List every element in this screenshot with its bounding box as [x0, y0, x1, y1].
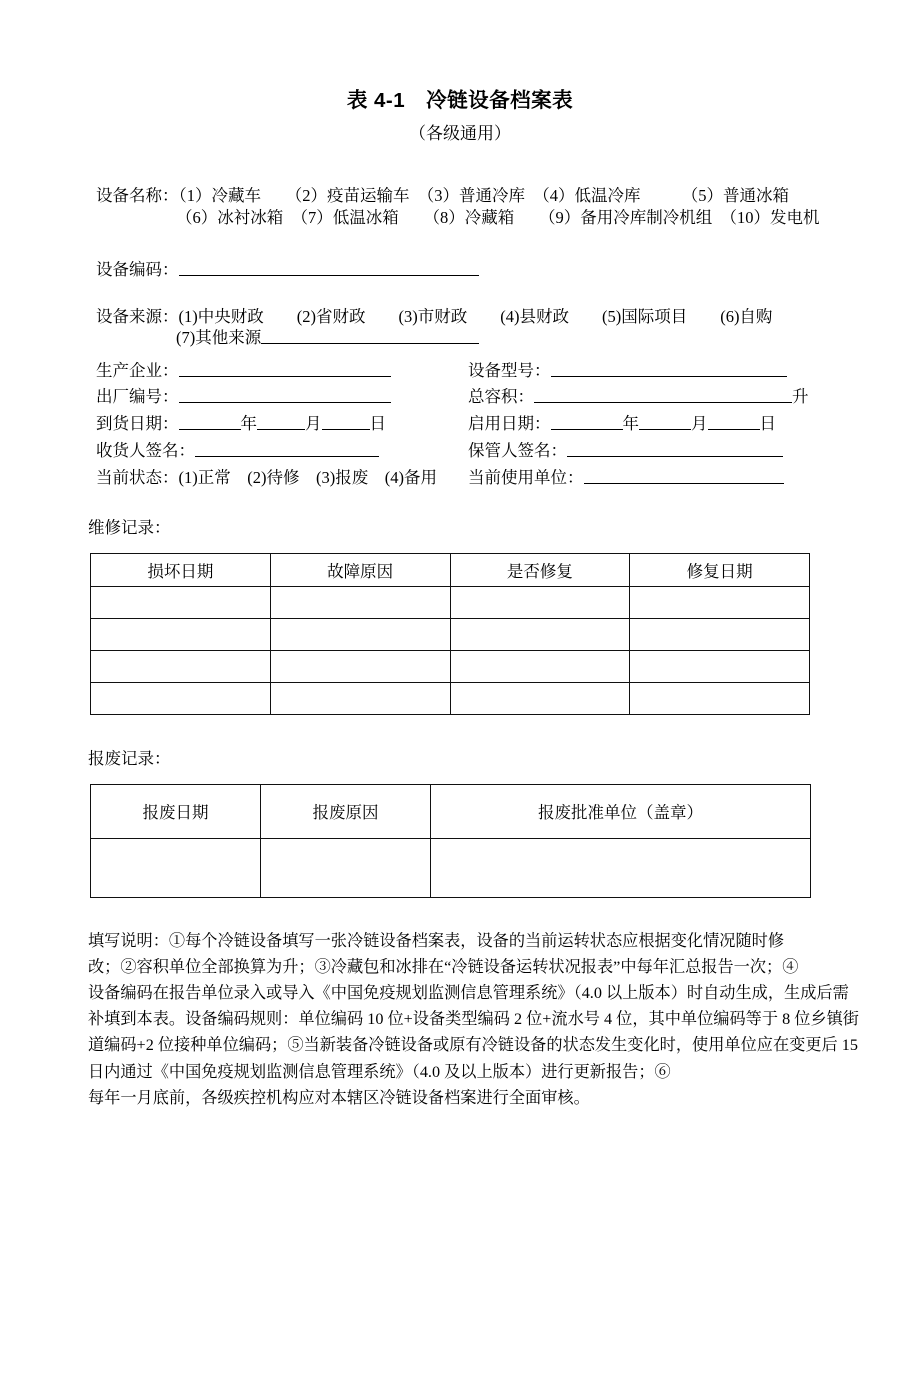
maintenance-cell[interactable]	[91, 618, 271, 650]
scrap-col-approver: 报废批准单位（盖章）	[431, 784, 811, 838]
factory-no-input[interactable]	[179, 387, 391, 403]
maintenance-cell[interactable]	[270, 586, 450, 618]
maintenance-cell[interactable]	[91, 682, 271, 714]
scrap-col-reason: 报废原因	[261, 784, 431, 838]
current-unit-label: 当前使用单位：	[468, 467, 584, 487]
table-row	[91, 618, 810, 650]
arrival-date-row	[96, 413, 468, 435]
start-date-year-input[interactable]	[551, 414, 623, 430]
current-unit-input[interactable]	[584, 468, 784, 484]
receiver-sign-row	[96, 440, 468, 462]
maintenance-table	[90, 553, 810, 715]
maintenance-cell[interactable]	[270, 682, 450, 714]
maintenance-col-damage-date: 损坏日期	[91, 553, 271, 586]
receiver-sign-label: 收货人签名：	[96, 441, 195, 461]
equipment-source-row-1	[96, 306, 830, 326]
footnote-line: 每年一月底前，各级疾控机构应对本辖区冷链设备档案进行全面审核。	[88, 1088, 590, 1107]
model-row	[468, 360, 830, 382]
arrival-date-label: 到货日期：	[96, 414, 179, 434]
start-year-label: 年	[622, 414, 639, 434]
maintenance-cell[interactable]	[270, 618, 450, 650]
field-grid	[96, 360, 830, 489]
scrap-cell[interactable]	[91, 838, 261, 897]
footnote-line: 填写说明：①每个冷链设备填写一张冷链设备档案表，设备的当前运转状态应根据变化情况随时修	[88, 931, 785, 950]
equipment-name-options-line2: （6）冰衬冰箱 （7）低温冰箱 （8）冷藏箱 （9）备用冷库制冷机组 （10）发电机	[176, 208, 820, 228]
keeper-sign-row	[468, 440, 830, 462]
table-row	[91, 650, 810, 682]
maintenance-cell[interactable]	[450, 618, 630, 650]
page-subtitle: （各级通用）	[409, 123, 511, 143]
start-date-day-input[interactable]	[708, 414, 760, 430]
manufacturer-input[interactable]	[179, 361, 391, 377]
volume-unit-label: 升	[792, 387, 809, 407]
maintenance-col-repaired: 是否修复	[450, 553, 630, 586]
arrival-year-label: 年	[240, 414, 257, 434]
keeper-sign-input[interactable]	[567, 441, 783, 457]
factory-no-row	[96, 386, 468, 408]
scrap-col-date: 报废日期	[91, 784, 261, 838]
equipment-code-input[interactable]	[179, 260, 479, 276]
footnote-line: 设备编码在报告单位录入或导入《中国免疫规划监测信息管理系统》（4.0 以上版本）时自动生成，生成后需	[88, 984, 849, 1003]
maintenance-cell[interactable]	[450, 650, 630, 682]
maintenance-cell[interactable]	[450, 682, 630, 714]
start-date-row	[468, 413, 830, 435]
footnote-line: 日内通过《中国免疫规划监测信息管理系统》（4.0 及以上版本）进行更新报告；⑥	[88, 1062, 671, 1081]
maintenance-cell[interactable]	[630, 618, 810, 650]
scrap-section-label: 报废记录：	[88, 748, 171, 768]
document-page	[0, 88, 920, 1390]
start-date-label: 启用日期：	[468, 414, 551, 434]
maintenance-cell[interactable]	[91, 586, 271, 618]
table-row	[91, 586, 810, 618]
maintenance-cell[interactable]	[630, 650, 810, 682]
volume-row	[468, 386, 830, 408]
arrival-date-month-input[interactable]	[257, 414, 305, 430]
scrap-cell[interactable]	[431, 838, 811, 897]
model-input[interactable]	[551, 361, 787, 377]
equipment-source-label: 设备来源：	[96, 306, 179, 326]
start-month-label: 月	[691, 414, 708, 434]
equipment-source-row-2	[96, 328, 830, 347]
equipment-name-row-1	[96, 185, 830, 205]
arrival-day-label: 日	[369, 414, 386, 434]
table-row	[91, 838, 811, 897]
equipment-name-label: 设备名称：	[96, 185, 179, 205]
title-block	[0, 88, 920, 144]
maintenance-cell[interactable]	[450, 586, 630, 618]
current-status-label: 当前状态：	[96, 467, 179, 487]
maintenance-section-label: 维修记录：	[88, 517, 171, 537]
spacer	[96, 227, 830, 260]
start-day-label: 日	[759, 414, 776, 434]
footnote-block	[0, 928, 920, 1112]
equipment-name-row-2	[96, 210, 830, 227]
volume-label: 总容积：	[468, 387, 534, 407]
table-header-row	[91, 784, 811, 838]
current-status-row	[96, 467, 468, 489]
arrival-date-year-input[interactable]	[179, 414, 241, 430]
form-area	[0, 185, 920, 489]
factory-no-label: 出厂编号：	[96, 387, 179, 407]
equipment-code-row	[96, 260, 830, 279]
arrival-date-day-input[interactable]	[322, 414, 370, 430]
equipment-source-other-label: (7)其他来源	[176, 328, 262, 348]
volume-input[interactable]	[534, 387, 792, 403]
maintenance-col-repair-date: 修复日期	[630, 553, 810, 586]
equipment-source-other-input[interactable]	[261, 328, 479, 344]
current-status-options[interactable]: (1)正常 (2)待修 (3)报废 (4)备用	[178, 467, 437, 487]
table-header-row	[91, 553, 810, 586]
equipment-code-label: 设备编码：	[96, 260, 179, 280]
maintenance-cell[interactable]	[270, 650, 450, 682]
table-row	[91, 682, 810, 714]
model-label: 设备型号：	[468, 360, 551, 380]
page-title: 表 4-1 冷链设备档案表	[346, 89, 574, 112]
spacer	[96, 279, 830, 309]
footnote-line: 改；②容积单位全部换算为升；③冷藏包和冰排在“冷链设备运转状况报表”中每年汇总报告一次；④	[88, 957, 799, 976]
maintenance-cell[interactable]	[630, 586, 810, 618]
maintenance-cell[interactable]	[630, 682, 810, 714]
arrival-month-label: 月	[305, 414, 322, 434]
equipment-name-options-line1: （1）冷藏车 （2）疫苗运输车 （3）普通冷库 （4）低温冷库 （5）普通冰箱	[178, 185, 789, 205]
footnote-line: 道编码+2 位接种单位编码；⑤当新装备冷链设备或原有冷链设备的状态发生变化时，使用单位应在变更后 15	[88, 1036, 858, 1055]
keeper-sign-label: 保管人签名：	[468, 441, 567, 461]
current-unit-row	[468, 467, 830, 489]
maintenance-cell[interactable]	[91, 650, 271, 682]
equipment-source-options: (1)中央财政 (2)省财政 (3)市财政 (4)县财政 (5)国际项目 (6)自购	[178, 306, 773, 326]
manufacturer-label: 生产企业：	[96, 360, 179, 380]
scrap-cell[interactable]	[261, 838, 431, 897]
manufacturer-row	[96, 360, 468, 382]
maintenance-col-fault-reason: 故障原因	[270, 553, 450, 586]
scrap-table	[90, 784, 811, 898]
receiver-sign-input[interactable]	[195, 441, 379, 457]
footnote-line: 补填到本表。设备编码规则：单位编码 10 位+设备类型编码 2 位+流水号 4 位，其中单位编码等于 8 位乡镇街	[88, 1010, 859, 1029]
start-date-month-input[interactable]	[639, 414, 691, 430]
